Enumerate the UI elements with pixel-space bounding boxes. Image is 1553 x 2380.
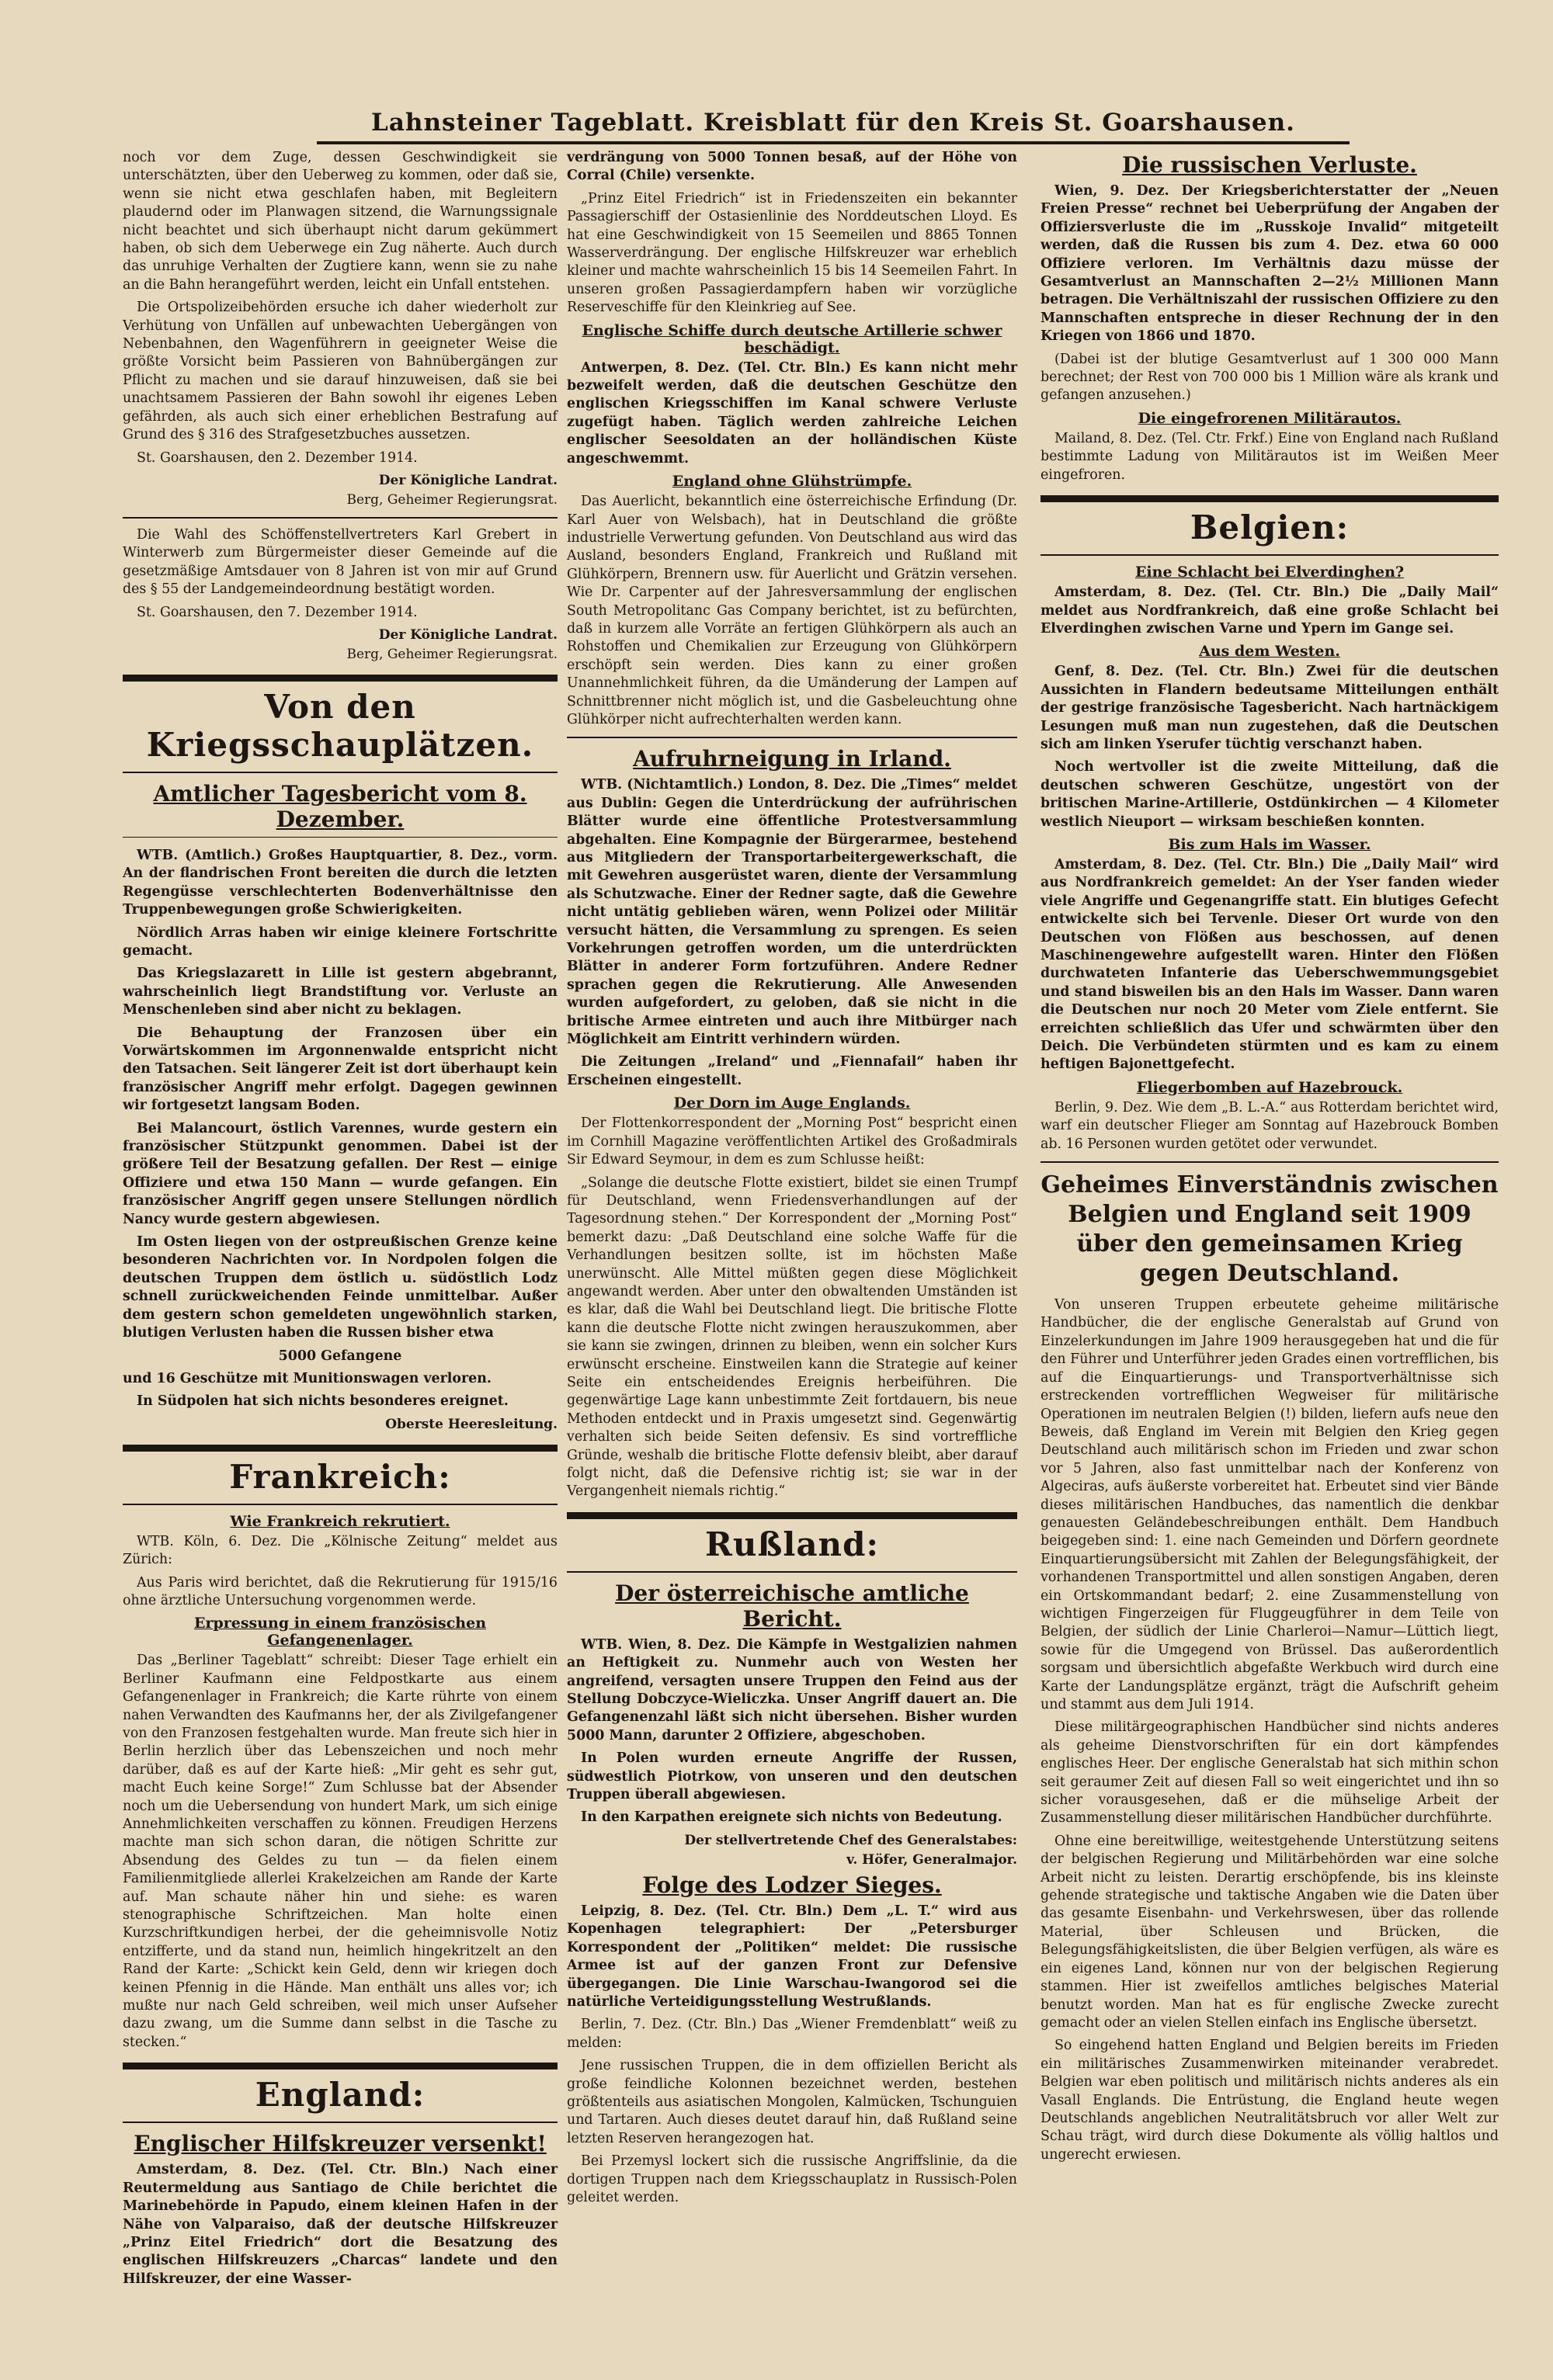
- headline-hilfskreuzer: Englischer Hilfskreuzer versenkt!: [134, 2131, 547, 2157]
- divider: [123, 2122, 558, 2123]
- masthead: Lahnsteiner Tageblatt. Kreisblatt für den Kreis St. Goarshausen.: [317, 109, 1350, 144]
- subheadline: Aus dem Westen.: [1199, 643, 1340, 661]
- paragraph: Amsterdam, 8. Dez. (Tel. Ctr. Bln.) Nach einer Reutermeldung aus Santiago de Chile berichtet die Marinebehörde in Papudo, einem kleinen Hafen in der Nähe von Valparaiso, daß der deutsche Hilfskreuzer „Prinz Eitel Friedrich“ dort die Besatzung des englischen Hilfskreuzers „Charcas“ landete und den Hilfskreuzer, der eine Wasser-: [123, 2162, 558, 2287]
- place-date: St. Goarshausen, den 7. Dezember 1914.: [137, 604, 418, 620]
- paragraph: verdrängung von 5000 Tonnen besaß, auf der Höhe von Corral (Chile) versenkte.: [567, 150, 1017, 184]
- section-title-russland: Rußland:: [705, 1525, 879, 1563]
- paragraph: Genf, 8. Dez. (Tel. Ctr. Bln.) Zwei für die deutschen Aussichten in Flandern bedeutsame Mitteilungen enthält der gestrige französische Tagesbericht. Nach hartnäckigem Lesungen muß man nun zugestehen, daß die Deutschen sich am linken Yserufer tüchtig verschanzt haben.: [1041, 664, 1499, 752]
- paragraph: Nördlich Arras haben wir einige kleinere Fortschritte gemacht.: [123, 925, 558, 959]
- headline: Wie Frankreich rekrutiert.: [230, 1512, 450, 1530]
- divider: [123, 837, 558, 838]
- paragraph: Die Ortspolizeibehörden ersuche ich daher wiederholt zur Verhütung von Unfällen auf unbewachten Uebergängen von Nebenbahnen, den Wagenführern in geeigneter Weise die größte Vorsicht beim Passieren von Bahnübergängen zur Pflicht zu machen und sie darauf hinzuweisen, daß sie bei unachtsamem Passieren der Bahn sowohl ihr eigenes Leben gefährden, als auch sich einer erheblichen Bestrafung auf Grund des § 316 des Strafgesetzbuches aussetzen.: [123, 300, 558, 443]
- place-date: St. Goarshausen, den 2. Dezember 1914.: [137, 449, 418, 466]
- paragraph: „Prinz Eitel Friedrich“ ist in Friedenszeiten ein bekannter Passagierschiff der Ostasienlinie des Norddeutschen Lloyd. Es hat eine Geschwindigkeit von 15 Seemeilen und 8865 Tonnen Wasserverdrängung. Der englische Hilfskreuzer war erheblich kleiner und machte wahrscheinlich 15 bis 14 Seemeilen Fahrt. In unseren großen Passagierdampfern haben wir vorzügliche Reserveschiffe für den Kleinkrieg auf See.: [567, 190, 1017, 316]
- divider: [123, 1504, 558, 1505]
- divider-thick: [123, 1445, 558, 1452]
- divider-thick: [123, 2063, 558, 2069]
- headline-geheimes-einverstaendnis: Geheimes Einverständnis zwischen Belgien und England seit 1909 über den gemeinsamen Krieg gegen Deutschland.: [1041, 1171, 1499, 1288]
- divider: [1041, 554, 1499, 556]
- paragraph: Berlin, 7. Dez. (Ctr. Bln.) Das „Wiener Fremdenblatt“ weiß zu melden:: [567, 2017, 1017, 2051]
- paragraph: Von unseren Truppen erbeutete geheime militärische Handbücher, die der englische Generalstab auf Grund von Einzelerkundungen im Jahre 1909 herausgegeben hat und die für den Führer und Unterführer jeden Grades einen vortrefflichen, bis auf die Einquartierungs- und Transportverhältnisse sich erstreckenden vortrefflichen Wegweiser für militärische Operationen im neutralen Belgien (!) bilden, liefern aufs neue den Beweis, daß England im Verein mit Belgien den Krieg gegen Deutschland auch militärisch schon im Frieden und zwar schon vor 5 Jahren, also fast unmittelbar nach der Konferenz von Algeciras, aufs äußerste vorbereitet hat. Erbeutet sind vier Bände dieses militärischen Handbuches, das namentlich die denkbar genauesten Geländebeschreibungen enthält. Dem Handbuch beigegeben sind: 1. eine nach Gemeinden und Dörfern geordnete Einquartierungsübersicht mit Zahlen der Belegungsfähigkeit, der vorhandenen Transportmittel und allen sonstigen Angaben, deren ein Ortskommandant bedarf; 2. eine Zusammenstellung von wichtigen Fingerzeigen für Fluggeugführer in dem Teile von Belgien, der südlich der Linie Charleroi—Namur—Lüttich liegt, sowie für die Umgegend von Brüssel. Das außerordentlich sorgsam und übersichtlich abgefaßte Werkbuch wird durch eine Karte der Landungsplätze ergänzt, trägt die Aufschrift geheim und stammt aus dem Juli 1914.: [1041, 1297, 1499, 1712]
- subheadline: England ohne Glühstrümpfe.: [672, 473, 912, 491]
- paragraph: Bei Przemysl lockert sich die russische Angriffslinie, da die dortigen Truppen nach dem Kriegsschauplatz in Russisch-Polen geleitet werden.: [567, 2153, 1017, 2205]
- paragraph: Mailand, 8. Dez. (Tel. Ctr. Frkf.) Eine von England nach Rußland bestimmte Ladung von Militärautos ist im Weißen Meer eingefroren.: [1041, 430, 1499, 483]
- divider: [123, 517, 558, 519]
- paragraph: Im Osten liegen von der ostpreußischen Grenze keine besonderen Nachrichten vor. In Nordpolen folgen die deutschen Truppen dem östlich u. südöstlich Lodz schnell zurückweichenden Feinde unmittelbar. Außer dem gestern schon gemeldeten ungewöhnlich starken, blutigen Verlusten haben die Russen bisher etwa: [123, 1234, 558, 1341]
- paragraph: WTB. (Nichtamtlich.) London, 8. Dez. Die „Times“ meldet aus Dublin: Gegen die Unterdrückung der aufrührischen Blätter wurde eine öffentliche Protestversammlung abgehalten. Eine Kompagnie der Bürgerarmee, bestehend aus Mitgliedern der Transportarbeitergewerkschaft, die mit Gewehren ausgerüstet waren, diente der Versammlung als Schutzwache. Einer der Redner sagte, daß die Gewehre nicht untätig geblieben wären, wenn Polizei oder Militär versucht hätten, die Versammlung zu sprengen. Es seien Vorkehrungen getroffen worden, um die unterdrückten Blätter in anderer Form fortzuführen. Andere Redner sprachen gegen die Rekrutierung. Alle Anwesenden wurden aufgefordert, zu geloben, daß sie nicht in die britische Armee eintreten und auch ihre Mitbürger nach Möglichkeit am Eintritt verhindern würden.: [567, 777, 1017, 1048]
- paragraph: In Südpolen hat sich nichts besonderes ereignet.: [137, 1393, 509, 1410]
- prisoners-count: 5000 Gefangene: [278, 1348, 402, 1364]
- paragraph: Diese militärgeographischen Handbücher sind nichts anderes als geheime Dienstvorschriften für ein dort kämpfendes englisches Heer. Der englische Generalstab hat sich mithin schon seit geraumer Zeit auf diesen Fall so weit eingerichtet und ihn so sicher vorausgesehen, daß er die mühselige Arbeit der Zusammenstellung dieser militärischen Handbücher durchführte.: [1041, 1719, 1499, 1827]
- section-title-belgien: Belgien:: [1190, 508, 1350, 547]
- divider-thick: [1041, 495, 1499, 502]
- paragraph: und 16 Geschütze mit Munitionswagen verloren.: [123, 1370, 492, 1386]
- paragraph: Das Auerlicht, bekanntlich eine österreichische Erfindung (Dr. Karl Auer von Welsbach), hat in Deutschland die größte industrielle Verwertung gefunden. Von Deutschland aus wird das Ausland, besonders England, Frankreich und Rußland mit Glühkörpern, Brennern usw. für Auerlicht und Grätzin versehen. Wie Dr. Carpenter auf der Jahresversammlung der englischen South Metropolitanc Gas Company berichtet, ist zu befürchten, daß in kurzem alle Vorräte an fertigen Glühkörpern als auch an Rohstoffen und Chemikalien zur Erzeugung von Glühkörpern erschöpft sein werden. Dies kann zu einer großen Unannehmlichkeit führen, da die Umänderung der Lampen auf Schnittbrenner nicht möglich ist, und die Gasbeleuchtung ohne Glühkörper nicht aufrechterhalten werden kann.: [567, 494, 1017, 727]
- paragraph: In Polen wurden erneute Angriffe der Russen, südwestlich Piotrkow, von unseren und den deutschen Truppen überall abgewiesen.: [567, 1750, 1017, 1803]
- paragraph: Noch wertvoller ist die zweite Mitteilung, daß die deutschen schweren Geschütze, ungestört von der britischen Marine-Artillerie, Ostdünkirchen — 4 Kilometer westlich Nieuport — wirksam beschießen konnten.: [1041, 759, 1499, 830]
- section-title-england: England:: [255, 2076, 426, 2115]
- paragraph: Ohne eine bereitwillige, weitestgehende Unterstützung seitens der belgischen Regierung und Militärbehörden war eine solche Arbeit nicht zu leisten. Derartig erschöpfende, bis ins kleinste gehende strategische und taktische Angaben wie die Daten über das gesamte Eisenbahn- und Verkehrswesen, über das rollende Material, über Schleusen und Brücken, die Belegungsfähigkeitslisten, die über Belgien verfügen, als wäre es ein eigenes Land, können nur von der belgischen Regierung stammen. Hier ist zweifellos amtliches belgisches Material benutzt worden. Man hat es für englische Zwecke zurecht gemacht oder an vielen Stellen einfach ins Englische übersetzt.: [1041, 1833, 1499, 2031]
- paragraph: WTB. Wien, 8. Dez. Die Kämpfe in Westgalizien nahmen an Heftigkeit zu. Nunmehr auch von Westen her angreifend, versagten unsere Truppen den Feind aus der Stellung Dobczyce-Wieliczka. Unser Angriff dauert an. Die Gefangenenzahl läßt sich nicht übersehen. Bisher wurden 5000 Mann, darunter 2 Offiziere, abgeschoben.: [567, 1636, 1017, 1743]
- paragraph: Amsterdam, 8. Dez. (Tel. Ctr. Bln.) Die „Daily Mail“ meldet aus Nordfrankreich, daß eine große Schlacht bei Elverdinghen zwischen Varne und Ypern im Gange sei.: [1041, 585, 1499, 637]
- subheadline: Fliegerbomben auf Hazebrouck.: [1136, 1078, 1403, 1096]
- subheadline: Erpressung in einem französischen Gefangenenlager.: [193, 1615, 487, 1650]
- paragraph: Der Flottenkorrespondent der „Morning Post“ bespricht einen im Cornhill Magazine veröffentlichten Artikel des Großadmirals Sir Edward Seymour, in dem es zum Schlusse heißt:: [567, 1115, 1017, 1168]
- paragraph: Aus Paris wird berichtet, daß die Rekrutierung für 1915/16 ohne ärztliche Untersuchung vorgenommen werde.: [123, 1574, 558, 1608]
- paragraph: Antwerpen, 8. Dez. (Tel. Ctr. Bln.) Es kann nicht mehr bezweifelt werden, daß die deutschen Geschütze den englischen Kriegsschiffen im Kanal schwere Verluste zugefügt haben. Täglich werden zahlreiche Leichen englischer Seesoldaten an der holländischen Küste angeschwemmt.: [567, 359, 1017, 467]
- signature-title: Der stellvertretende Chef des Generalstabes:: [684, 1832, 1017, 1848]
- paragraph: Leipzig, 8. Dez. (Tel. Ctr. Bln.) Dem „L. T.“ wird aus Kopenhagen telegraphiert: Der „Petersburger Korrespondent der „Politiken“ meldet: Die russische Armee ist auf der ganzen Front zur Defensive übergegangen. Die Linie Warschau-Iwangorod sei die natürliche Verteidigungsstellung Westrußlands.: [567, 1903, 1017, 2010]
- headline-oesterreich: Der österreichische amtliche Bericht.: [615, 1580, 969, 1632]
- divider: [567, 1571, 1017, 1573]
- paragraph: In den Karpathen ereignete sich nichts von Bedeutung.: [581, 1809, 1002, 1826]
- newspaper-page: [92, 93, 1528, 2360]
- divider: [567, 737, 1017, 738]
- paragraph: „Solange die deutsche Flotte existiert, bildet sie einen Trumpf für Deutschland, wenn Friedensverhandlungen auf der Tagesordnung stehen.“ Der Korrespondent der „Morning Post“ bemerkt dazu: „Daß Deutschland eine solche Waffe für die Verhandlungen besitzen sollte, ist im höchsten Maße unerwünscht. Alle Mittel müßten gegen diese Möglichkeit angewandt werden. Aber unter den obwaltenden Umständen ist es klar, daß die Wahl bei Deutschland liegt. Die britische Flotte kann die deutsche Flotte nicht zwingen herauszukommen, aber sie kann sie zwingen, drinnen zu bleiben, wenn ein solcher Kurs erwünscht erscheine. Einstweilen kann die Strategie auf keiner Seite ein entscheidendes Ereignis herbeiführen. Die gegenwärtige Lage kann unbestimmte Zeit fortdauern, bis neue Methoden entdeckt und in Praxis umgesetzt sind. Gegenwärtig verhalten sich beide Seiten defensiv. Es sind vortreffliche Gründe, weshalb die britische Flotte defensiv bleibt, aber darauf folgt nicht, daß die Defensive richtig ist; sie war in der Vergangenheit niemals richtig.“: [567, 1174, 1017, 1500]
- signature-name: Berg, Geheimer Regierungsrat.: [346, 646, 558, 662]
- paragraph: Jene russischen Truppen, die in dem offiziellen Bericht als große feindliche Kolonnen bezeichnet werden, bestehen größtenteils aus asiatischen Mongolen, Kalmücken, Tschunguien und Tartaren. Auch dieses deutet darauf hin, daß Rußland seine letzten Reserven herangezogen hat.: [567, 2058, 1017, 2146]
- paragraph: Berlin, 9. Dez. Wie dem „B. L.-A.“ aus Rotterdam berichtet wird, warf ein deutscher Flieger am Sonntag auf Hazebrouck Bomben ab. 16 Personen wurden getötet oder verwundet.: [1041, 1099, 1499, 1152]
- paragraph: WTB. (Amtlich.) Großes Hauptquartier, 8. Dez., vorm. An der flandrischen Front bereiten die durch die letzten Regengüsse verschlechterten Bodenverhältnisse den Truppenbewegungen große Schwierigkeiten.: [123, 847, 558, 918]
- paragraph: Die Zeitungen „Ireland“ und „Fiennafail“ haben ihr Erscheinen eingestellt.: [567, 1054, 1017, 1088]
- paragraph: Das Kriegslazarett in Lille ist gestern abgebrannt, wahrscheinlich liegt Brandstiftung vor. Verluste an Menschenleben sind aber nicht zu beklagen.: [123, 966, 558, 1018]
- signature-name: Berg, Geheimer Regierungsrat.: [346, 491, 558, 508]
- paragraph: Das „Berliner Tageblatt“ schreibt: Dieser Tage erhielt ein Berliner Kaufmann eine Feldpostkarte aus einem Gefangenenlager in Frankreich; die Karte rührte von einem nahen Verwandten des Kaufmanns her, der als Zivilgefangener von den Franzosen festgehalten wurde. Man freute sich hier in Berlin herzlich über das Lebenszeichen und noch mehr darüber, daß es auf der Karte hieß: „Mir geht es sehr gut, macht Euch keine Sorge!“ Zum Schlusse bat der Absender noch um die Uebersendung von hundert Mark, um sich einige Annehmlichkeiten verschaffen zu können. Freudigen Herzens machte man sich schon daran, die nötigen Schritte zur Absendung des Geldes zu tun — da fielen einem Familienmitgliede allerlei Krakelzeichen am Rande der Karte auf. Man schaute näher hin und siehe: es waren stenographische Schriftzeichen. Man holte einen Kurzschriftkundigen herbei, der die geheimnisvolle Notiz entzifferte, und da stand nun, heimlich hingekritzelt an den Rand der Karte: „Schickt kein Geld, denn wir kriegen doch keinen Pfennig in die Hände. Man enthält uns alles vor; ich mußte nur nach Geld schreiben, weil mich unser Aufseher dazu zwang, um die Summe dann selbst in die Tasche zu stecken.“: [123, 1653, 558, 2050]
- paragraph: Bei Malancourt, östlich Varennes, wurde gestern ein französischer Stützpunkt genommen. Dabei ist der größere Teil der Besatzung gefallen. Der Rest — einige Offiziere und etwa 150 Mann — wurde gefangen. Ein französischer Angriff gegen unsere Stellungen nördlich Nancy wurde gestern abgewiesen.: [123, 1120, 558, 1227]
- paragraph: (Dabei ist der blutige Gesamtverlust auf 1 300 000 Mann berechnet; der Rest von 700 000 bis 1 Million wäre als krank und gefangen anzusehen.): [1041, 351, 1499, 404]
- headline-russische-verluste: Die russischen Verluste.: [1122, 152, 1417, 178]
- column-3: [1041, 149, 1499, 2169]
- paragraph: noch vor dem Zuge, dessen Geschwindigkeit sie unterschätzten, über den Ueberweg zu kommen, oder daß sie, wenn sie nicht etwa geschlafen haben, mit Begleitern plaudernd oder im Planwagen sitzend, die Warnungssignale nicht beachtet und sich überhaupt nicht darum gekümmert haben, ob sich dem Ueberwege ein Zug näherte. Auch durch das unruhige Verhalten der Zugtiere kann, wenn sie zu nahe an die Bahn herangeführt werden, leicht ein Unfall entstehen.: [123, 150, 558, 293]
- signature: Oberste Heeresleitung.: [385, 1416, 558, 1432]
- paragraph: So eingehend hatten England und Belgien bereits im Frieden ein militärisches Zusammenwirken miteinander verabredet. Belgien war eben politisch und militärisch nichts anderes als ein Vasall Englands. Die Entrüstung, die England heute wegen Deutschlands angeblichen Neutralitätsbruch vor aller Welt zur Schau trägt, wird durch diese Dokumente als völlig haltlos und ungerecht erwiesen.: [1041, 2038, 1499, 2163]
- column-2: [567, 149, 1017, 2212]
- subheadline: Die eingefrorenen Militärautos.: [1138, 409, 1402, 427]
- paragraph: Amsterdam, 8. Dez. (Tel. Ctr. Bln.) Die „Daily Mail“ wird aus Nordfrankreich gemeldet: An der Yser fanden wieder viele Angriffe und Gegenangriffe statt. Ein blutiges Gefecht entwickelte sich bei Tervenle. Dieser Ort wurde von den Deutschen von Flößen aus beschossen, auf denen Maschinengewehre aufgestellt waren. Hinter den Flößen durchwateten Infanterie das Ueberschwemmungsgebiet und stand bisweilen bis an den Hals im Wasser. Dann waren die Deutschen nur noch 20 Meter vom Ziele entfernt. Sie erreichten schließlich das Ufer und schwärmten über den Deich. Die Verbündeten stürmten und es kam zu einem heftigen Bajonettgefecht.: [1041, 856, 1499, 1073]
- divider: [1041, 1161, 1499, 1163]
- section-title-frankreich: Frankreich:: [229, 1457, 451, 1496]
- divider: [123, 772, 558, 773]
- paragraph: Die Wahl des Schöffenstellvertreters Karl Grebert in Winterwerb zum Bürgermeister dieser Gemeinde auf die gesetzmäßige Amtsdauer von 8 Jahren ist von mir auf Grund des § 55 der Landgemeindeordnung bestätigt worden.: [123, 526, 558, 598]
- divider-thick: [123, 675, 558, 682]
- paragraph: Wien, 9. Dez. Der Kriegsberichterstatter der „Neuen Freien Presse“ rechnet bei Ueberprüfung der Angaben der Offiziersverluste die im „Russkoje Invalid“ mitgeteilt werden, daß die Russen bis zum 4. Dez. etwa 60 000 Offiziere verloren. Im Verhältnis dazu müsse der Gesamtverlust an Mannschaften 2—2½ Millionen Mann betragen. Die Verhältniszahl der russischen Offiziere zu den Mannschaften entspreche in dieser Rechnung der in den Kriegen von 1866 und 1870.: [1041, 183, 1499, 345]
- headline-tagesbericht: Amtlicher Tagesbericht vom 8. Dezember.: [153, 780, 527, 832]
- section-title-kriegsschauplaetze: Von den Kriegsschauplätzen.: [146, 687, 534, 764]
- headline-lodz: Folge des Lodzer Sieges.: [642, 1872, 942, 1898]
- signature-title: Der Königliche Landrat.: [378, 472, 558, 488]
- subheadline: Bis zum Hals im Wasser.: [1168, 835, 1371, 853]
- subheadline: Englische Schiffe durch deutsche Artillerie schwer beschädigt.: [582, 321, 1002, 356]
- paragraph: WTB. Köln, 6. Dez. Die „Kölnische Zeitung“ meldet aus Zürich:: [123, 1533, 558, 1568]
- paragraph: Die Behauptung der Franzosen über ein Vorwärtskommen im Argonnenwalde entspricht nicht den Tatsachen. Seit längerer Zeit ist dort überhaupt kein französischer Angriff mehr erfolgt. Dagegen gewinnen wir fortgesetzt langsam Boden.: [123, 1025, 558, 1114]
- subheadline: Eine Schlacht bei Elverdinghen?: [1134, 564, 1405, 581]
- headline-irland: Aufruhrneigung in Irland.: [633, 746, 951, 772]
- signature-name: v. Höfer, Generalmajor.: [846, 1851, 1017, 1868]
- column-1: [123, 149, 558, 2293]
- subheadline: Der Dorn im Auge Englands.: [673, 1095, 911, 1112]
- signature-title: Der Königliche Landrat.: [378, 626, 558, 643]
- divider-thick: [567, 1512, 1017, 1519]
